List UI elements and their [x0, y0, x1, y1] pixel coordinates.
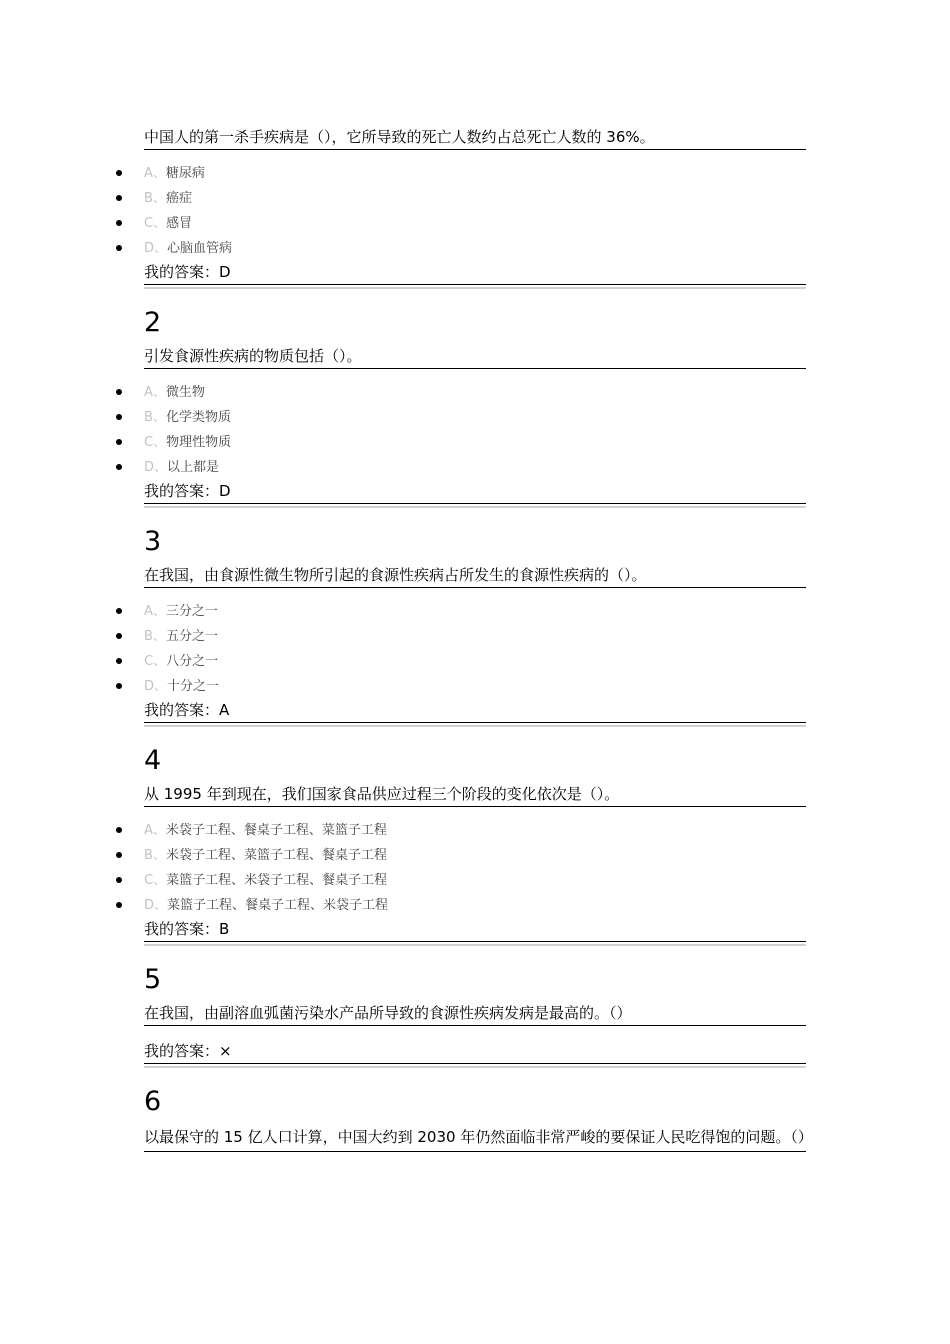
option-text: 糖尿病: [165, 166, 205, 181]
option-text: 米袋子工程、菜篮子工程、餐桌子工程: [165, 848, 387, 863]
option-item[interactable]: [144, 599, 806, 624]
option-separator: 、: [153, 216, 167, 231]
bullet-icon: [116, 464, 122, 470]
bullet-icon: [116, 633, 122, 639]
my-answer: [144, 261, 806, 285]
option-item[interactable]: [144, 236, 806, 261]
option-text: 心脑血管病: [167, 241, 233, 256]
question-number: 5: [144, 964, 162, 995]
option-separator: 、: [152, 166, 166, 181]
option-text: 感冒: [166, 216, 193, 231]
option-separator: 、: [152, 848, 166, 863]
option-separator: 、: [152, 385, 166, 400]
option-item[interactable]: [144, 380, 806, 405]
option-separator: 、: [153, 654, 167, 669]
question-text: 在我国，由副溶血弧菌污染水产品所导致的食源性疾病发病是最高的。（）: [144, 1002, 806, 1026]
option-text: 化学类物质: [165, 410, 231, 425]
option-item[interactable]: [144, 430, 806, 455]
question-number: 4: [144, 745, 162, 776]
answer-value: D: [219, 263, 231, 281]
bullet-icon: [116, 902, 122, 908]
bullet-icon: [116, 827, 122, 833]
my-answer: [144, 699, 806, 723]
option-item[interactable]: [144, 893, 806, 918]
option-text: 物理性物质: [166, 435, 232, 450]
section-divider: [144, 1066, 806, 1068]
question-text: 引发食源性疾病的物质包括（）。: [144, 345, 806, 369]
bullet-icon: [116, 658, 122, 664]
option-letter: C: [144, 435, 154, 450]
option-item[interactable]: [144, 649, 806, 674]
question-number: 3: [144, 526, 162, 557]
option-separator: 、: [153, 435, 167, 450]
option-list: [144, 161, 806, 261]
option-separator: 、: [154, 679, 168, 694]
option-text: 微生物: [165, 385, 205, 400]
question-block: [144, 745, 806, 946]
answer-value: A: [219, 701, 230, 719]
option-separator: 、: [153, 873, 167, 888]
section-divider: [144, 287, 806, 289]
option-item[interactable]: [144, 818, 806, 843]
answer-value: D: [219, 482, 231, 500]
option-separator: 、: [152, 823, 166, 838]
bullet-icon: [116, 439, 122, 445]
option-letter: A: [144, 385, 153, 400]
option-item[interactable]: [144, 211, 806, 236]
answer-label: 我的答案：: [144, 701, 220, 719]
option-text: 十分之一: [167, 679, 220, 694]
option-letter: A: [144, 166, 153, 181]
option-letter: B: [144, 410, 153, 425]
section-divider: [144, 725, 806, 727]
answer-label: 我的答案：: [144, 1042, 220, 1060]
option-separator: 、: [152, 604, 166, 619]
bullet-icon: [116, 195, 122, 201]
answer-label: 我的答案：: [144, 920, 220, 938]
option-separator: 、: [152, 410, 166, 425]
option-letter: D: [144, 898, 155, 913]
bullet-icon: [116, 852, 122, 858]
option-letter: D: [144, 241, 155, 256]
option-letter: D: [144, 679, 155, 694]
question-block: [144, 526, 806, 727]
bullet-icon: [116, 170, 122, 176]
option-letter: A: [144, 604, 153, 619]
option-letter: C: [144, 873, 154, 888]
question-block: [144, 307, 806, 508]
option-letter: D: [144, 460, 155, 475]
option-separator: 、: [154, 898, 168, 913]
option-text: 菜篮子工程、米袋子工程、餐桌子工程: [166, 873, 388, 888]
option-list: [144, 599, 806, 699]
question-number: 6: [144, 1086, 162, 1117]
bullet-icon: [116, 245, 122, 251]
option-text: 癌症: [165, 191, 192, 206]
question-block: [144, 126, 806, 289]
option-item[interactable]: [144, 405, 806, 430]
question-block: [144, 964, 806, 1068]
quiz-document: [144, 126, 813, 1152]
question-text: 中国人的第一杀手疾病是（），它所导致的死亡人数约占总死亡人数的 36%。: [144, 126, 806, 150]
bullet-icon: [116, 608, 122, 614]
option-list: [144, 380, 806, 480]
option-letter: C: [144, 216, 154, 231]
option-item[interactable]: [144, 624, 806, 649]
question-text: 以最保守的 15 亿人口计算，中国大约到 2030 年仍然面临非常严峻的要保证人民吃得饱的问题。（）: [144, 1124, 806, 1152]
question-number: 2: [144, 307, 162, 338]
section-divider: [144, 506, 806, 508]
option-letter: B: [144, 848, 153, 863]
answer-label: 我的答案：: [144, 482, 220, 500]
option-letter: B: [144, 191, 153, 206]
answer-value: ×: [219, 1042, 232, 1060]
bullet-icon: [116, 389, 122, 395]
option-text: 以上都是: [167, 460, 220, 475]
bullet-icon: [116, 220, 122, 226]
option-letter: C: [144, 654, 154, 669]
option-text: 米袋子工程、餐桌子工程、菜篮子工程: [165, 823, 387, 838]
question-text: 从 1995 年到现在，我们国家食品供应过程三个阶段的变化依次是（）。: [144, 783, 806, 807]
option-list: [144, 818, 806, 918]
bullet-icon: [116, 877, 122, 883]
option-item[interactable]: [144, 843, 806, 868]
answer-label: 我的答案：: [144, 263, 220, 281]
option-separator: 、: [154, 241, 168, 256]
option-separator: 、: [152, 629, 166, 644]
option-separator: 、: [154, 460, 168, 475]
option-item[interactable]: [144, 674, 806, 699]
option-letter: A: [144, 823, 153, 838]
bullet-icon: [116, 683, 122, 689]
my-answer: [144, 918, 806, 942]
option-item[interactable]: [144, 868, 806, 893]
my-answer: [144, 480, 806, 504]
option-text: 八分之一: [166, 654, 219, 669]
option-item[interactable]: [144, 161, 806, 186]
question-block: [144, 1086, 813, 1152]
option-separator: 、: [152, 191, 166, 206]
option-text: 菜篮子工程、餐桌子工程、米袋子工程: [167, 898, 389, 913]
my-answer: [144, 1040, 806, 1064]
section-divider: [144, 944, 806, 946]
option-item[interactable]: [144, 455, 806, 480]
bullet-icon: [116, 414, 122, 420]
option-letter: B: [144, 629, 153, 644]
option-item[interactable]: [144, 186, 806, 211]
question-text: 在我国，由食源性微生物所引起的食源性疾病占所发生的食源性疾病的（）。: [144, 564, 806, 588]
answer-value: B: [219, 920, 230, 938]
option-text: 五分之一: [165, 629, 218, 644]
option-text: 三分之一: [165, 604, 218, 619]
